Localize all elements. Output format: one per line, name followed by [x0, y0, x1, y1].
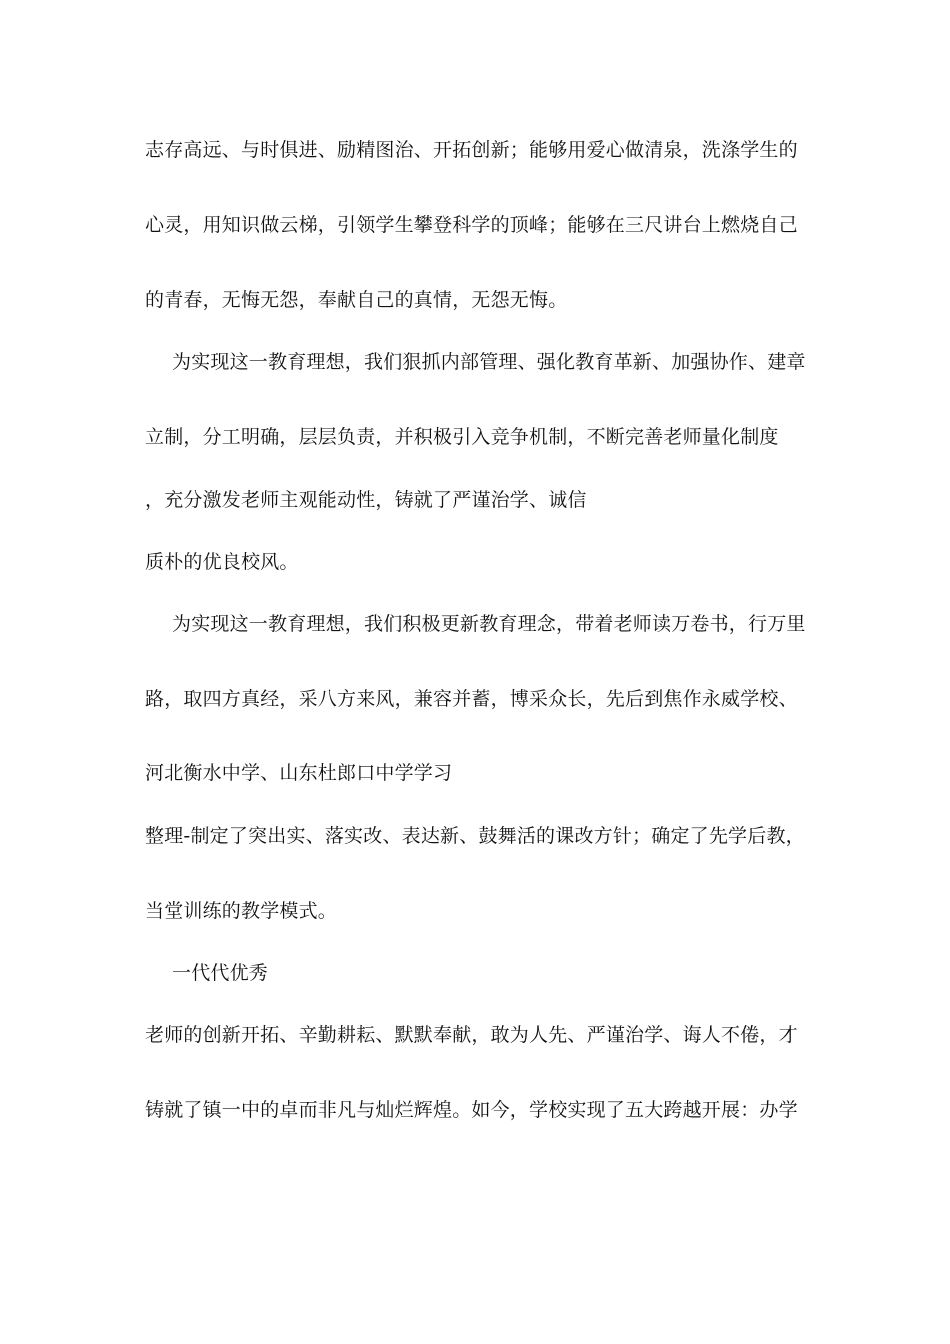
paragraph-line: 立制，分工明确，层层负责，并积极引入竞争机制，不断完善老师量化制度	[145, 426, 779, 448]
paragraph-line: 的青春，无悔无怨，奉献自己的真情，无怨无悔。	[145, 289, 568, 311]
paragraph-line: 老师的创新开拓、辛勤耕耘、默默奉献，敢为人先、严谨治学、诲人不倦，才	[145, 1024, 798, 1046]
paragraph-line: 路，取四方真经，采八方来风，兼容并蓄，博采众长，先后到焦作永威学校、	[145, 688, 798, 710]
paragraph-line: 为实现这一教育理想，我们积极更新教育理念，带着老师读万卷书，行万里	[172, 613, 806, 635]
paragraph-line: ，充分激发老师主观能动性，铸就了严谨治学、诚信	[145, 489, 587, 511]
paragraph-line: 整理-制定了突出实、落实改、表达新、鼓舞活的课改方针；确定了先学后教，	[145, 825, 805, 847]
paragraph-line: 质朴的优良校风。	[145, 551, 299, 573]
paragraph-line: 铸就了镇一中的卓而非凡与灿烂辉煌。如今，学校实现了五大跨越开展：办学	[145, 1099, 798, 1121]
paragraph-line: 当堂训练的教学模式。	[145, 900, 338, 922]
paragraph-line: 一代代优秀	[172, 962, 269, 984]
paragraph-line: 为实现这一教育理想，我们狠抓内部管理、强化教育革新、加强协作、建章	[172, 351, 806, 373]
paragraph-line: 志存高远、与时俱进、励精图治、开拓创新；能够用爱心做清泉，洗涤学生的	[145, 139, 798, 161]
paragraph-line: 河北衡水中学、山东杜郎口中学学习	[145, 762, 453, 784]
paragraph-line: 心灵，用知识做云梯，引领学生攀登科学的顶峰；能够在三尺讲台上燃烧自己	[145, 214, 798, 236]
